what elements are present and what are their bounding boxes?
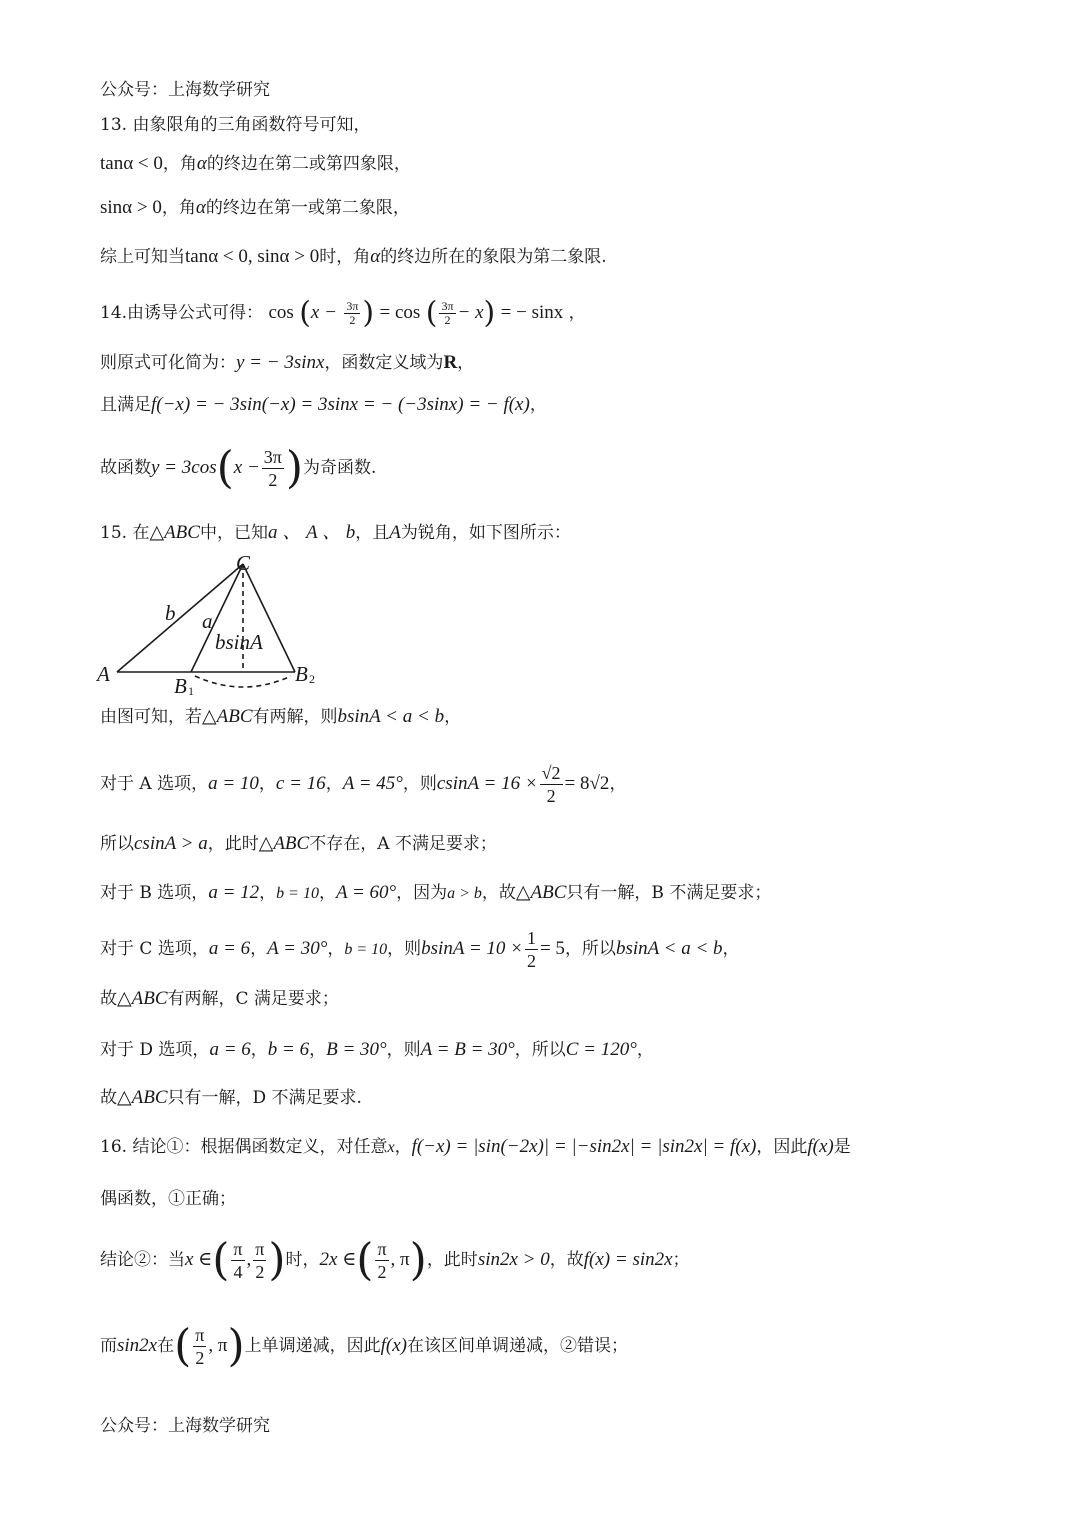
q15-math: bsinA = 10 ×	[421, 938, 523, 959]
paren: (	[356, 1234, 374, 1286]
numerator: π	[255, 1239, 265, 1259]
label-a-vertex: A	[97, 662, 110, 686]
q15-math: A	[389, 522, 401, 543]
q15-math: csinA > a	[134, 833, 208, 854]
q16-math: , π	[390, 1249, 410, 1270]
fraction	[193, 1324, 206, 1369]
q15-math: △ABC	[202, 706, 253, 727]
q16-math: f(−x) = |sin(−2x)| = |−sin2x| = |sin2x| = f(x)	[411, 1136, 757, 1157]
q15-math: △ABC	[258, 833, 310, 854]
q15-math: a 、 A 、 b	[267, 522, 356, 543]
q15-math: A = 60°	[335, 882, 397, 903]
fraction	[540, 762, 563, 807]
q15-text: ，	[636, 1040, 654, 1060]
q15-text: 只有一解，B 不满足要求；	[566, 883, 772, 903]
q14-math: y = − 3sinx	[236, 352, 325, 373]
q15-math: C = 120°	[565, 1039, 637, 1060]
q13-math: tanα < 0, sinα > 0	[185, 246, 320, 267]
q14-text: ，	[529, 395, 547, 415]
q15-text: ，	[722, 939, 740, 959]
q14-math: cos	[268, 302, 294, 323]
denominator: 2	[444, 313, 451, 327]
arc-b1-b2	[195, 676, 291, 687]
q14-math: = cos	[379, 302, 421, 323]
q13-text: ，角	[161, 198, 196, 218]
denominator: 2	[377, 1262, 387, 1282]
q16-math: sin2x	[117, 1335, 158, 1356]
q15-math: △ABC	[515, 882, 567, 903]
q16-text: ，故	[549, 1250, 584, 1270]
q15-text: ，	[327, 939, 345, 959]
q15-text: 只有一解，D 不满足要求.	[167, 1088, 362, 1108]
paren: )	[409, 1234, 427, 1286]
q15-text: ，	[258, 774, 276, 794]
q15-math: B = 30°	[326, 1039, 387, 1060]
q13-line-2	[100, 152, 411, 176]
q16-text: ，此时	[426, 1250, 478, 1270]
q15-text: 中，已知	[199, 523, 268, 543]
q15-math: a > b	[447, 885, 482, 902]
q16-text: 上单调递减，因此	[244, 1336, 381, 1356]
q16-line-2: 偶函数，①正确；	[100, 1189, 236, 1209]
q14-text: ，	[568, 303, 586, 323]
fraction	[525, 927, 538, 972]
q14-text: 故函数	[100, 458, 151, 478]
q15-math: a = 6	[209, 1039, 251, 1060]
label-c: C	[236, 552, 251, 575]
denominator: 2	[526, 951, 536, 971]
label-a: a	[202, 609, 213, 633]
label-b1-sub: 1	[188, 684, 194, 698]
q15-text: ，	[444, 707, 462, 727]
q16-text: 而	[100, 1336, 117, 1356]
q15-text: 对于 B 选项，	[100, 883, 209, 903]
q15-line-5	[100, 881, 771, 906]
denominator: 2	[268, 470, 278, 490]
q13-text: 时，角	[319, 247, 371, 267]
q16-math: 2x ∈	[319, 1249, 357, 1270]
denominator: 2	[195, 1348, 205, 1368]
label-b1: B	[174, 674, 187, 698]
q15-text: 对于 A 选项，	[100, 774, 209, 794]
q15-text: ，	[250, 939, 268, 959]
q16-text: 结论②：当	[100, 1250, 185, 1270]
q16-math: f(x) = sin2x	[583, 1249, 673, 1270]
q14-text: ，	[457, 353, 475, 373]
q13-text: 的终边在第二或第四象限，	[206, 154, 411, 174]
q16-text: 16. 结论①：根据偶函数定义，对任意	[100, 1137, 388, 1157]
q15-math: c = 16	[275, 773, 326, 794]
q15-text: 为锐角，如下图所示：	[400, 523, 571, 543]
q14-line-2	[100, 351, 474, 375]
denominator: 2	[546, 786, 556, 806]
paren: (	[299, 295, 311, 331]
q15-text: ，则	[387, 939, 422, 959]
q15-text: ，则	[402, 774, 437, 794]
q15-text: 所以	[100, 834, 134, 854]
q15-text: ，此时	[207, 834, 259, 854]
q13-math: tanα < 0	[100, 153, 163, 174]
q15-math: a = 6	[208, 938, 251, 959]
q15-line-3	[100, 756, 626, 812]
q15-math: = 8√2	[564, 773, 610, 794]
q14-math: x −	[233, 457, 260, 478]
side-a-b2	[243, 564, 295, 672]
q15-text: 不存在，A 不满足要求；	[309, 834, 497, 854]
q15-math: △ABC	[117, 1087, 168, 1108]
q15-text: ，	[325, 774, 343, 794]
q13-text: 的终边在第一或第二象限，	[205, 198, 410, 218]
q15-line-7	[100, 987, 339, 1011]
paren: (	[216, 442, 234, 494]
q15-text: 有两解，则	[252, 707, 338, 727]
q15-text: ，	[309, 1040, 327, 1060]
q13-math: α	[370, 246, 381, 267]
q13-math: α	[196, 153, 207, 174]
q16-math: x	[387, 1139, 395, 1156]
q15-text: 15. 在	[100, 523, 150, 543]
numerator: 3π	[441, 299, 454, 313]
q14-line-1	[100, 296, 586, 330]
q15-line-6	[100, 923, 740, 976]
fraction	[344, 300, 360, 327]
q16-math: sin2x > 0	[477, 1249, 550, 1270]
q15-math: b = 10	[276, 885, 319, 902]
q15-text: 由图可知，若	[100, 707, 202, 727]
q15-text: ，	[259, 883, 277, 903]
q15-math: csinA = 16 ×	[436, 773, 538, 794]
paren: )	[268, 1234, 286, 1286]
paren: (	[174, 1320, 192, 1372]
fraction	[231, 1238, 244, 1283]
q15-math: a = 10	[208, 773, 259, 794]
q16-math: ,	[246, 1249, 252, 1270]
q15-math: b = 6	[267, 1039, 310, 1060]
q15-line-9	[100, 1086, 362, 1110]
q14-math: y = 3cos	[151, 457, 217, 478]
q13-text: 的终边所在的象限为第二象限.	[380, 247, 607, 267]
q16-text: 在	[157, 1336, 175, 1356]
q15-text: 对于 C 选项，	[100, 939, 209, 959]
q15-text: ，	[318, 883, 336, 903]
q13-math: α	[195, 197, 206, 218]
fraction	[439, 300, 455, 327]
q14-line-4	[100, 440, 376, 496]
q15-line-8	[100, 1038, 654, 1062]
numerator: √2	[541, 763, 561, 783]
page-header: 公众号：上海数学研究	[100, 80, 270, 100]
q15-text: ，故	[481, 883, 516, 903]
denominator: 2	[255, 1262, 265, 1282]
label-b2-sub: 2	[309, 672, 315, 686]
q15-math: △ABC	[117, 988, 168, 1009]
q13-line-1: 13. 由象限角的三角函数符号可知，	[100, 115, 371, 135]
q14-line-3	[100, 393, 547, 417]
q15-math: bsinA < a < b	[615, 938, 723, 959]
q16-text: ，	[394, 1137, 412, 1157]
q14-text: 14.由诱导公式可得：	[100, 303, 264, 323]
q15-line-2	[100, 705, 461, 729]
numerator: π	[195, 1325, 205, 1345]
fraction	[262, 446, 284, 491]
q15-text: ，	[250, 1040, 268, 1060]
fraction	[253, 1238, 266, 1283]
q15-line-4	[100, 832, 497, 856]
numerator: 1	[526, 928, 536, 948]
numerator: 3π	[346, 299, 359, 313]
q14-math: = − sinx	[500, 302, 564, 323]
q15-text: ，	[609, 774, 627, 794]
q15-text: ，且	[355, 523, 390, 543]
denominator: 2	[349, 313, 356, 327]
numerator: 3π	[263, 447, 282, 467]
q15-text: ，则	[386, 1040, 421, 1060]
q14-math: x −	[310, 302, 337, 323]
q16-math: , π	[208, 1335, 228, 1356]
paren: )	[227, 1320, 245, 1372]
q14-math: − x	[457, 302, 484, 323]
q16-text: 是	[833, 1137, 851, 1157]
q15-math: bsinA < a < b	[337, 706, 445, 727]
denominator: 4	[233, 1262, 243, 1282]
q16-math: f(x)	[807, 1136, 834, 1157]
page-footer: 公众号：上海数学研究	[100, 1416, 270, 1436]
triangle-figure	[95, 552, 335, 698]
paren: )	[362, 295, 375, 331]
q14-text: 为奇函数.	[303, 458, 377, 478]
q15-math: a = 12	[208, 882, 260, 903]
q15-text: ，所以	[564, 939, 616, 959]
q14-text: 则原式可化简为：	[100, 353, 236, 373]
label-b2: B	[295, 662, 308, 686]
q16-math: x ∈	[185, 1249, 213, 1270]
numerator: π	[233, 1239, 243, 1259]
paren: )	[483, 295, 496, 331]
q15-math: △ABC	[149, 522, 200, 543]
q16-line-3	[100, 1232, 690, 1288]
q16-text: 在该区间单调递减，②错误；	[407, 1336, 629, 1356]
q15-math: A = 45°	[342, 773, 403, 794]
side-a-b1	[191, 564, 243, 672]
q16-text: ，因此	[756, 1137, 808, 1157]
q15-text: 故	[100, 989, 117, 1009]
q15-text: 对于 D 选项，	[100, 1040, 210, 1060]
q15-text: 有两解，C 满足要求；	[167, 989, 339, 1009]
q13-text: ，角	[162, 154, 197, 174]
label-bsina: bsinA	[215, 630, 263, 654]
side-b	[117, 564, 243, 672]
q14-math: f(−x) = − 3sin(−x) = 3sinx = − (−3sinx) = − f(x)	[151, 394, 530, 415]
q16-line-4	[100, 1318, 628, 1374]
q16-math: f(x)	[380, 1335, 408, 1356]
q16-text: ；	[672, 1250, 690, 1270]
label-b: b	[165, 601, 176, 625]
q14-text: 且满足	[100, 395, 151, 415]
q15-math: A = B = 30°	[420, 1039, 515, 1060]
q14-math: R	[443, 352, 458, 373]
q13-line-3	[100, 196, 410, 220]
q16-line-1	[100, 1135, 851, 1160]
q14-text: ，函数定义域为	[324, 353, 444, 373]
q13-line-4	[100, 245, 607, 269]
fraction	[375, 1238, 388, 1283]
paren: (	[425, 295, 438, 331]
q15-line-1	[100, 521, 571, 545]
q13-text: 综上可知当	[100, 247, 185, 267]
paren: )	[285, 442, 304, 494]
q15-text: ，因为	[396, 883, 448, 903]
q15-math: b = 10	[344, 941, 388, 958]
numerator: π	[377, 1239, 387, 1259]
q16-text: 时，	[285, 1250, 320, 1270]
paren: (	[212, 1234, 230, 1286]
q15-math: A = 30°	[267, 938, 328, 959]
q13-math: sinα > 0	[100, 197, 162, 218]
q15-math: = 5	[539, 938, 565, 959]
q15-text: 故	[100, 1088, 117, 1108]
q15-text: ，所以	[514, 1040, 566, 1060]
